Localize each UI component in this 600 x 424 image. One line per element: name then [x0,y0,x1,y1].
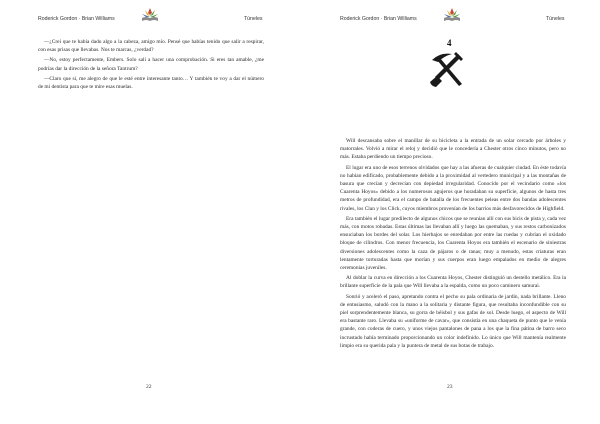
left-page-number: 22 [146,384,152,390]
right-header-author: Roderick Gordon · Brian Williams [340,16,417,22]
left-body-text [38,38,264,93]
right-header-title: Túneles [546,16,565,22]
paragraph: Al doblar la curva en dirección a los Cuarenta Hoyos, Chester distinguió un destello metálico. Era la brillante superficie de la pala que Will llevaba a la espalda, como un poco caminero samurai. [340,275,566,290]
paragraph: Will descansaba sobre el manillar de su bicicleta a la entrada de un solar cercado por árboles y matorrales. Volvió a mirar el reloj y decidió que le concedería a Chester otros cinco minutos, pero no más. Estaba perdiendo un tiempo precioso. [340,138,566,161]
chapter-number: 4 [447,38,452,48]
paragraph: Sonrió y acelerò el paso, apretando contra el pecho su pala ordinaria de jardín, nada brillante. Lleno de entusiasmo, saludó con la mano a la solitaria y distante figura, que resultaba inconfundible con su piel sorprendentemente blanca, su gorra de béisbol y sus gafas de sol. Desde luego, el aspecto de Will era bastante raro. Llevaba su «uniforme de cavar», que consistía en una chaqueta de punto que le venía grande, con coderas de cuero, y unos viejos pantalones de pana a los que la fina pátina de barro seco incrustado había terminado proporcionando un color indefinido. Lo único que Will mantenía realmente limpio era su querida pala y la puntera de metal de sus botas de trabajo. [340,293,566,349]
paragraph: —¿Creí que te había dado algo a la cabeza, amigo mío. Pensé que habías tenido que salir a respirar, con esas prisas que llevabas. Nos te marcas, ¿verdad? [38,39,264,54]
paragraph: —No, estoy perfectamente, Embers. Solo salí a hacer una comprobación. Si eres tan amable, ¿me podrías dar la dirección de la señora Tantrum? [38,57,264,72]
book-logo-icon [140,6,160,24]
paragraph: Era también el lugar predilecto de algunos chicos que se reunían allí con sus bicis de pista y, cada vez más, con motos robadas. Estas últimas las llevaban allí y luego las quemaban, y sus restos carbonizados ensuciaban los bordes del solar. Los hierbajos se enredaban por entre las ruedas y cubrían el oxidado bloque de cilindros. Con menor frecuencia, los Cuarenta Hoyos era también el escenario de siniestras diversiones adolescentes como la caza de pájaros o de ranas; muy a menudo, estas criaturas eran lentamente torturadas hasta que morían y sus cuerpos eran luego empalados en medio de alegres ceremonias juveniles. [340,215,566,272]
right-body-text [340,137,566,352]
right-page-number: 23 [447,384,453,390]
paragraph: El lugar era uno de esos terrenos olvidados que hay a las afueras de cualquier ciudad. En éste todavía no habían edificado, probablemente debido a la proximidad al vertedero municipal y a las montañas de basura que crecían y decrecían con depiedad irregularidad. Conocido por el vecindario como «los Cuarenta Hoyos» debido a los numerosos agujeros que horadaban su superficie, algunos de hasta tres metros de profundidad, era el campo de batalla de los frecuentes peleas entre dos bandas adolescentes rivales, los Clan y los Click, cuyos miembros provenían de los barrios más desfavorecidos de Highfield. [340,164,566,212]
right-page [300,0,600,424]
left-header-author: Roderick Gordon · Brian Williams [38,16,115,22]
book-logo-icon [442,6,462,24]
paragraph: —Claro que sí, me alegro de que le esté entre interesante tanto… Y también te voy a dar el número de mi dentista para que te mire esas muelas. [38,75,264,91]
crossed-pickaxe-shovel-icon [428,50,468,88]
left-header-title: Túneles [244,16,263,22]
